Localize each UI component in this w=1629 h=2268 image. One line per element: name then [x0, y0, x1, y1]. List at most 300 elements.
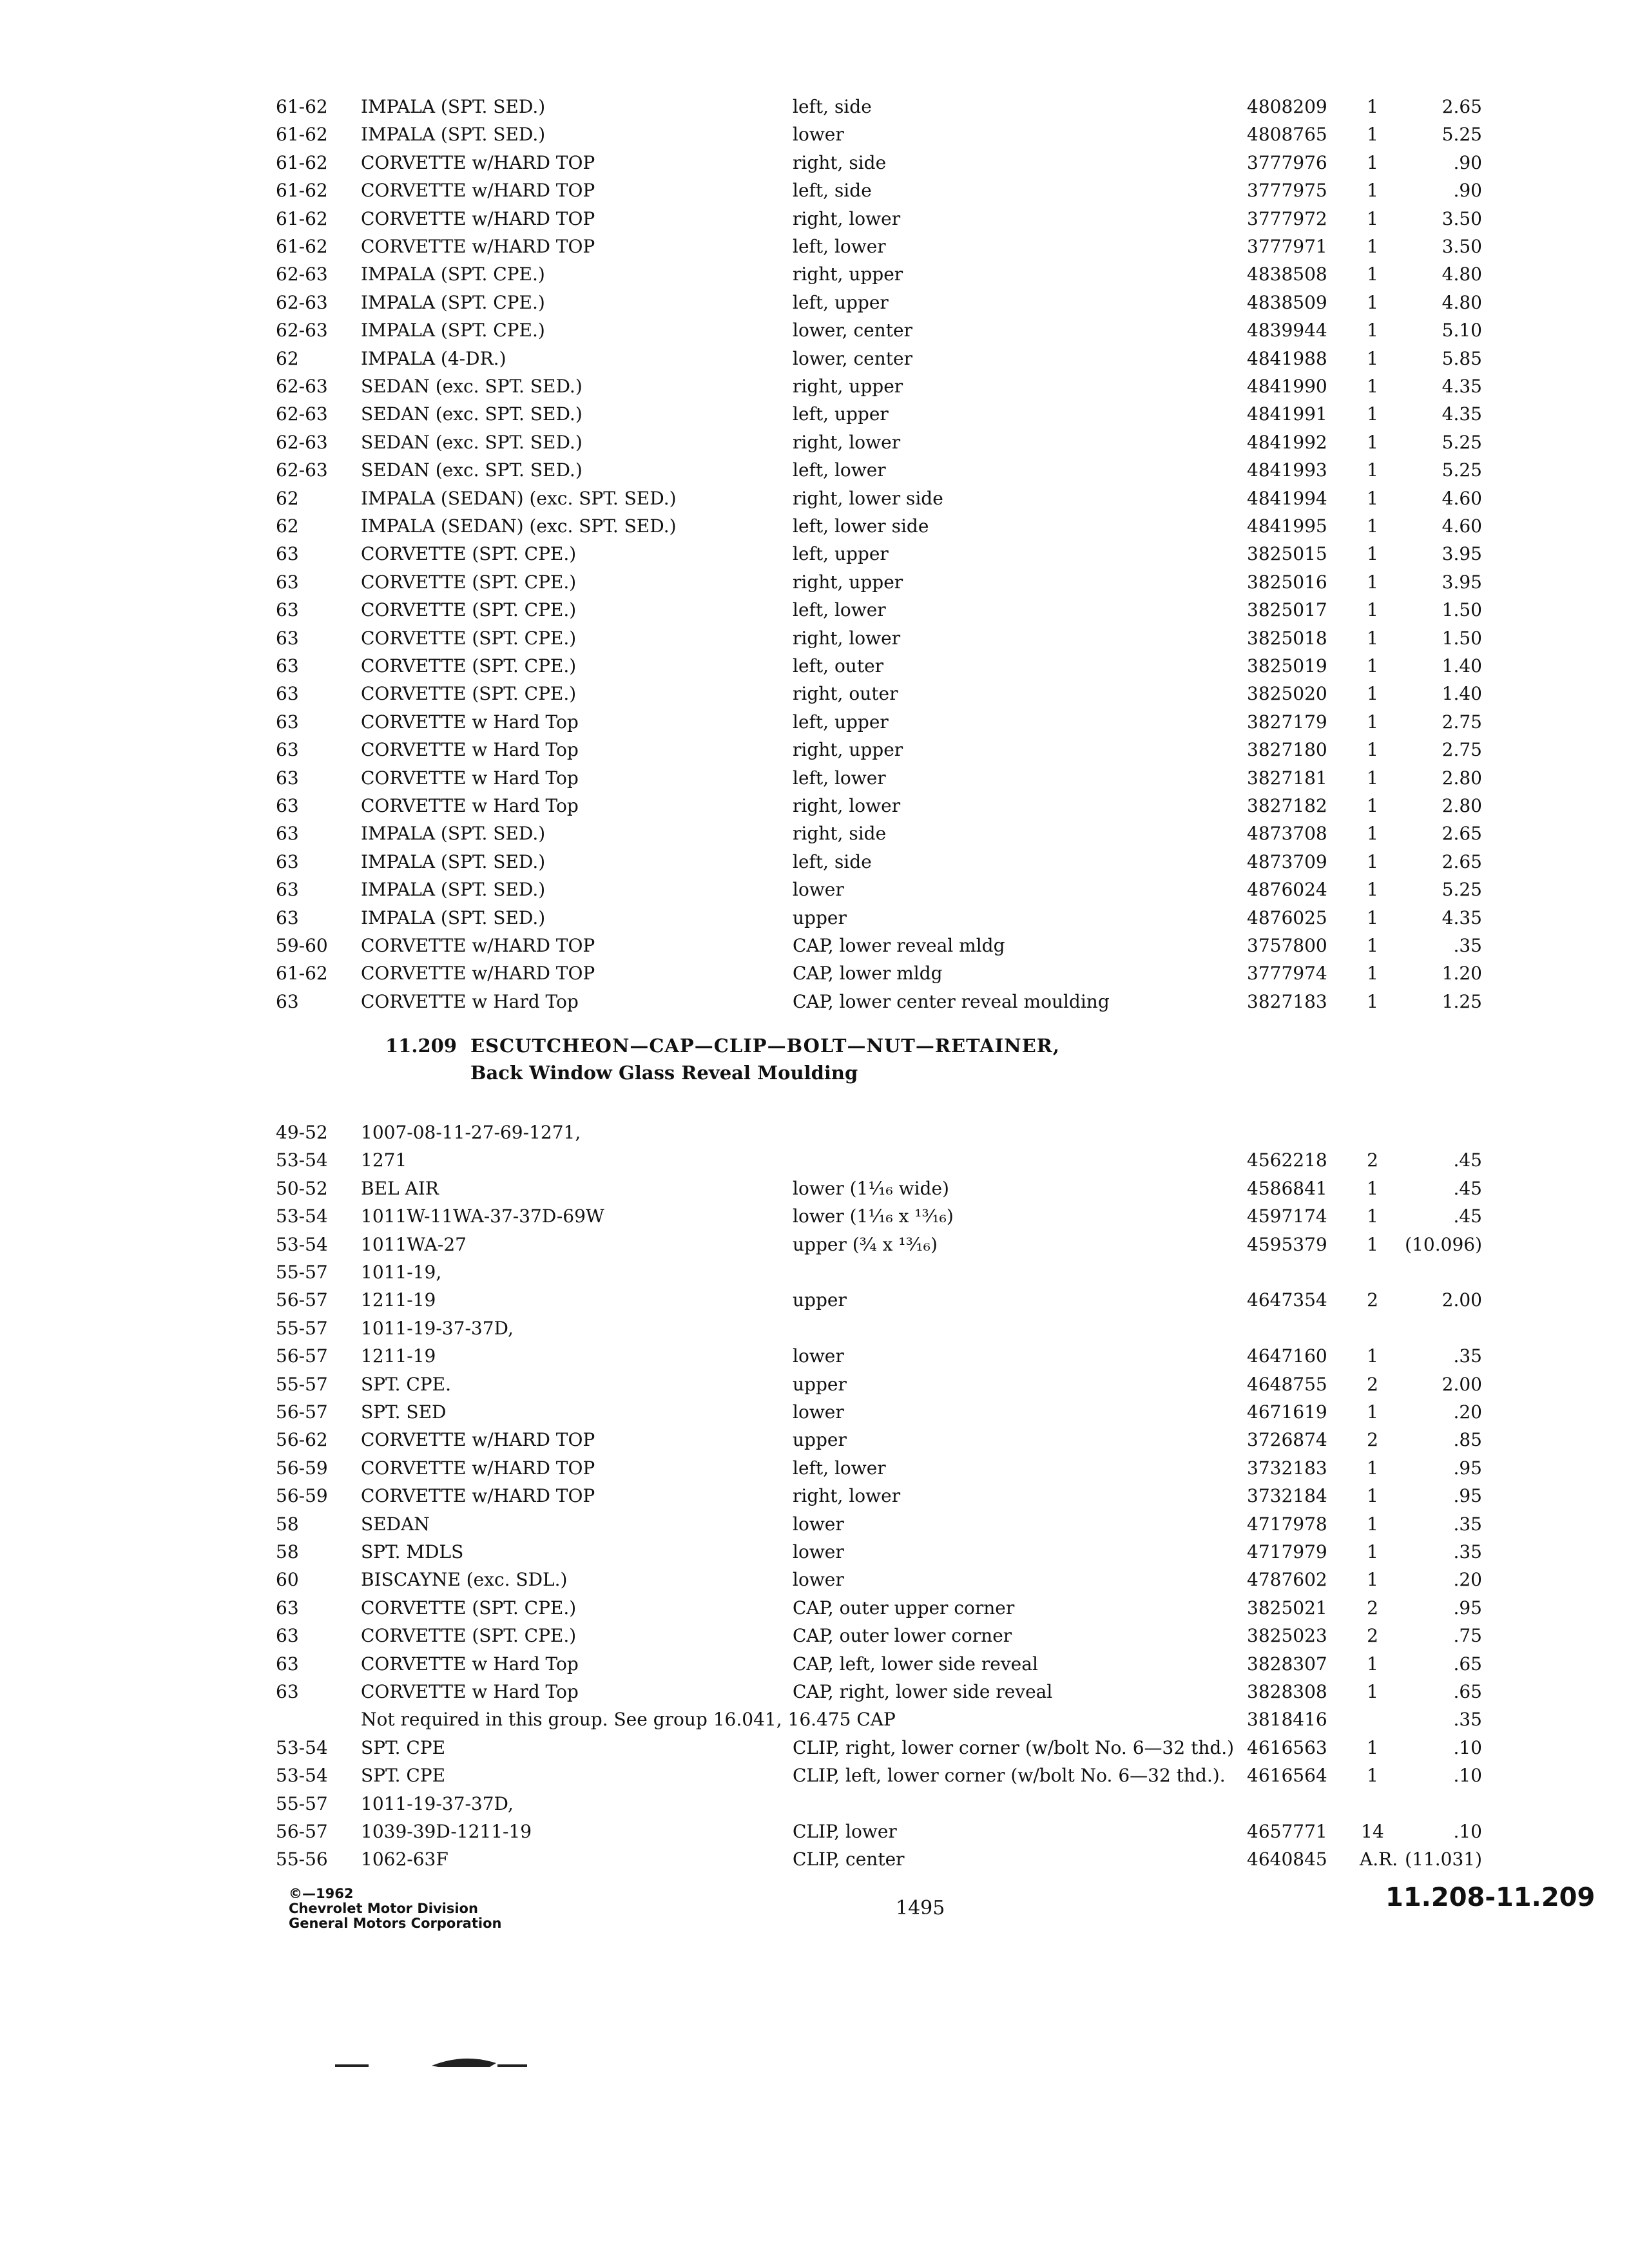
cell-year: 55-57: [276, 1262, 328, 1283]
cell-year: 61-62: [276, 236, 328, 257]
cell-year: 62-63: [276, 431, 328, 453]
cell-qty: 1: [1367, 767, 1378, 789]
table-row: [0, 374, 1629, 399]
table-row: [0, 541, 1629, 567]
table-row: [0, 1819, 1629, 1845]
cell-model: CORVETTE (SPT. CPE.): [361, 1597, 577, 1619]
cell-year: 63: [276, 627, 299, 649]
table-row: [0, 653, 1629, 679]
cell-year: 58: [276, 1513, 299, 1535]
cell-year: 55-57: [276, 1317, 328, 1339]
cell-price: .20: [1453, 1401, 1482, 1423]
cell-desc: right, upper: [793, 376, 903, 397]
cell-price: .95: [1453, 1597, 1482, 1619]
cell-qty: 1: [1367, 1765, 1378, 1787]
cell-desc: left, lower: [793, 599, 886, 621]
cell-model: CORVETTE w Hard Top: [361, 795, 579, 816]
cell-price: .95: [1453, 1485, 1482, 1507]
table-row: [0, 150, 1629, 176]
cell-price: (11.031): [1405, 1849, 1482, 1870]
cell-year: 61-62: [276, 96, 328, 117]
table-row: [0, 1372, 1629, 1398]
table-row: [0, 1512, 1629, 1537]
scan-smudge-mark: [335, 2049, 548, 2075]
cell-price: 5.25: [1441, 879, 1482, 901]
cell-model: CORVETTE (SPT. CPE.): [361, 599, 577, 621]
cell-qty: 1: [1367, 599, 1378, 621]
cell-desc: left, upper: [793, 543, 889, 565]
cell-part: 4838509: [1247, 291, 1327, 313]
cell-model: IMPALA (4-DR.): [361, 347, 506, 369]
cell-desc: left, lower: [793, 767, 886, 789]
cell-model: BEL AIR: [361, 1177, 439, 1199]
cell-qty: 1: [1367, 291, 1378, 313]
cell-desc: right, upper: [793, 739, 903, 761]
cell-price: 4.80: [1441, 291, 1482, 313]
table-row: [0, 681, 1629, 707]
cell-price: 2.75: [1441, 711, 1482, 733]
cell-part: 4839944: [1247, 320, 1327, 341]
cell-desc: upper: [793, 1429, 847, 1451]
cell-part: 4841991: [1247, 403, 1327, 425]
table-row: [0, 1791, 1629, 1817]
cell-qty: 1: [1367, 683, 1378, 705]
table-row: [0, 877, 1629, 903]
cell-model: CORVETTE w/HARD TOP: [361, 1457, 595, 1479]
cell-price: .35: [1453, 1345, 1482, 1367]
cell-price: .35: [1453, 1541, 1482, 1562]
cell-qty: 1: [1367, 1569, 1378, 1591]
cell-price: .85: [1453, 1429, 1482, 1451]
cell-model: SPT. CPE.: [361, 1373, 451, 1395]
cell-year: 62-63: [276, 459, 328, 481]
cell-model: CORVETTE w Hard Top: [361, 739, 579, 761]
cell-qty: 2: [1367, 1429, 1378, 1451]
cell-price: 2.75: [1441, 739, 1482, 761]
cell-price: .45: [1453, 1206, 1482, 1227]
cell-desc: lower: [793, 879, 844, 901]
cell-qty: 1: [1367, 963, 1378, 985]
cell-part: 4648755: [1247, 1373, 1327, 1395]
cell-model: SEDAN (exc. SPT. SED.): [361, 459, 583, 481]
table-row: [0, 905, 1629, 931]
cell-model: SPT. CPE: [361, 1736, 446, 1758]
cell-desc: CAP, outer upper corner: [793, 1597, 1015, 1619]
cell-price: 1.40: [1441, 683, 1482, 705]
cell-desc: lower, center: [793, 320, 912, 341]
table-row: [0, 290, 1629, 316]
cell-qty: 1: [1367, 795, 1378, 816]
cell-desc: left, side: [793, 180, 872, 202]
cell-qty: 1: [1367, 207, 1378, 229]
cell-year: 61-62: [276, 180, 328, 202]
cell-price: 2.65: [1441, 823, 1482, 845]
cell-part: 4616563: [1247, 1736, 1327, 1758]
cell-part: 4876024: [1247, 879, 1327, 901]
cell-desc: right, lower: [793, 627, 901, 649]
cell-desc: right, side: [793, 151, 887, 173]
table-row: [0, 1763, 1629, 1789]
cell-model: IMPALA (SPT. SED.): [361, 96, 546, 117]
table-row: [0, 1287, 1629, 1313]
cell-model: 1211-19: [361, 1345, 436, 1367]
cell-model: CORVETTE w/HARD TOP: [361, 963, 595, 985]
cell-qty: 1: [1367, 1513, 1378, 1535]
cell-part: 4841995: [1247, 515, 1327, 537]
cell-model: 1011W-11WA-37-37D-69W: [361, 1206, 604, 1227]
section-range: 11.208-11.209: [1385, 1883, 1595, 1912]
cell-price: 3.50: [1441, 236, 1482, 257]
table-row: [0, 1539, 1629, 1565]
cell-year: 53-54: [276, 1736, 328, 1758]
cell-part: 4841993: [1247, 459, 1327, 481]
table-row: [0, 849, 1629, 875]
cell-part: 3777972: [1247, 207, 1327, 229]
table-row: [0, 430, 1629, 456]
cell-part: 4640845: [1247, 1849, 1327, 1870]
cell-desc: right, upper: [793, 571, 903, 593]
cell-year: 50-52: [276, 1177, 328, 1199]
cell-price: .35: [1453, 1513, 1482, 1535]
cell-qty: 1: [1367, 907, 1378, 928]
cell-model: 1062-63F: [361, 1849, 448, 1870]
cell-year: 63: [276, 739, 299, 761]
cell-qty: 1: [1367, 376, 1378, 397]
cell-model: IMPALA (SPT. SED.): [361, 850, 546, 872]
cell-qty: 1: [1367, 1653, 1378, 1675]
cell-qty: 1: [1367, 431, 1378, 453]
table-row: [0, 457, 1629, 483]
cell-model: SEDAN (exc. SPT. SED.): [361, 376, 583, 397]
cell-model: BISCAYNE (exc. SDL.): [361, 1569, 568, 1591]
table-row: [0, 709, 1629, 735]
cell-year: 56-57: [276, 1345, 328, 1367]
cell-part: 4562218: [1247, 1149, 1327, 1171]
cell-model: IMPALA (SPT. SED.): [361, 124, 546, 146]
cell-qty: 2: [1367, 1625, 1378, 1647]
cell-qty: 1: [1367, 347, 1378, 369]
cell-desc: CLIP, left, lower corner (w/bolt No. 6—32 thd.).: [793, 1765, 1226, 1787]
cell-model: 1011-19,: [361, 1262, 442, 1283]
cell-year: 61-62: [276, 151, 328, 173]
cell-price: 3.95: [1441, 543, 1482, 565]
cell-year: 62-63: [276, 320, 328, 341]
cell-model: 1007-08-11-27-69-1271,: [361, 1122, 581, 1143]
table-row: [0, 178, 1629, 204]
table-row: [0, 318, 1629, 343]
cell-qty: 1: [1367, 850, 1378, 872]
cell-part: 3726874: [1247, 1429, 1327, 1451]
cell-qty: 2: [1367, 1373, 1378, 1395]
cell-part: 3828308: [1247, 1681, 1327, 1702]
cell-part: 4873709: [1247, 850, 1327, 872]
cell-part: 3827181: [1247, 767, 1327, 789]
cell-model: IMPALA (SPT. SED.): [361, 879, 546, 901]
cell-desc: right, lower: [793, 431, 901, 453]
cell-qty: 1: [1367, 990, 1378, 1012]
cell-price: 5.25: [1441, 459, 1482, 481]
cell-model: CORVETTE (SPT. CPE.): [361, 683, 577, 705]
cell-desc: left, lower: [793, 236, 886, 257]
table-row: [0, 1567, 1629, 1593]
cell-year: 62-63: [276, 376, 328, 397]
cell-part: 4595379: [1247, 1233, 1327, 1255]
table-row: [0, 1456, 1629, 1481]
cell-qty: 1: [1367, 1206, 1378, 1227]
cell-year: 62-63: [276, 403, 328, 425]
cell-year: 63: [276, 571, 299, 593]
cell-model: CORVETTE (SPT. CPE.): [361, 543, 577, 565]
cell-model: SEDAN (exc. SPT. SED.): [361, 403, 583, 425]
cell-part: 4808765: [1247, 124, 1327, 146]
cell-desc: left, side: [793, 96, 872, 117]
cell-part: 3825017: [1247, 599, 1327, 621]
cell-model: 1039-39D-1211-19: [361, 1821, 532, 1842]
cell-qty: 1: [1367, 1736, 1378, 1758]
cell-part: 4586841: [1247, 1177, 1327, 1199]
cell-year: 55-56: [276, 1849, 328, 1870]
cell-qty: 1: [1367, 1345, 1378, 1367]
cell-part: 4671619: [1247, 1401, 1327, 1423]
cell-part: 3777971: [1247, 236, 1327, 257]
section-title: ESCUTCHEON—CAP—CLIP—BOLT—NUT—RETAINER,: [470, 1035, 1060, 1057]
cell-price: 5.25: [1441, 124, 1482, 146]
cell-part: 3732183: [1247, 1457, 1327, 1479]
cell-year: 56-59: [276, 1485, 328, 1507]
table-row: [0, 234, 1629, 260]
cell-desc: CAP, lower reveal mldg: [793, 935, 1005, 956]
cell-qty: 1: [1367, 487, 1378, 509]
cell-desc: CLIP, lower: [793, 1821, 897, 1842]
cell-year: 63: [276, 599, 299, 621]
table-row: [0, 961, 1629, 986]
table-row: [0, 1847, 1629, 1872]
cell-desc: lower, center: [793, 347, 912, 369]
cell-desc: upper: [793, 907, 847, 928]
table-row: [0, 570, 1629, 595]
cell-price: .65: [1453, 1653, 1482, 1675]
table-row: [0, 1651, 1629, 1677]
cell-year: 61-62: [276, 207, 328, 229]
cell-part: 3825019: [1247, 655, 1327, 677]
cell-qty: 1: [1367, 1541, 1378, 1562]
cell-desc: left, upper: [793, 711, 889, 733]
table-row: [0, 486, 1629, 512]
cell-part: 3757800: [1247, 935, 1327, 956]
cell-desc: CAP, lower mldg: [793, 963, 943, 985]
cell-year: 63: [276, 1597, 299, 1619]
cell-desc: right, lower: [793, 1485, 901, 1507]
cell-year: 60: [276, 1569, 299, 1591]
cell-model: CORVETTE (SPT. CPE.): [361, 571, 577, 593]
table-row: [0, 1707, 1629, 1733]
cell-price: .10: [1453, 1736, 1482, 1758]
cell-model: SPT. MDLS: [361, 1541, 464, 1562]
cell-year: 63: [276, 683, 299, 705]
table-row: [0, 626, 1629, 651]
table-row: [0, 94, 1629, 120]
cell-year: 56-57: [276, 1289, 328, 1311]
cell-qty: 14: [1361, 1821, 1384, 1842]
cell-year: 56-57: [276, 1401, 328, 1423]
table-row: [0, 821, 1629, 847]
cell-desc: CAP, right, lower side reveal: [793, 1681, 1053, 1702]
table-row: [0, 262, 1629, 287]
cell-qty: 1: [1367, 1233, 1378, 1255]
cell-year: 63: [276, 655, 299, 677]
cell-part: 4597174: [1247, 1206, 1327, 1227]
table-row: [0, 206, 1629, 232]
cell-part: 4876025: [1247, 907, 1327, 928]
cell-model: IMPALA (SPT. SED.): [361, 823, 546, 845]
cell-qty: 1: [1367, 1401, 1378, 1423]
cell-qty: 1: [1367, 264, 1378, 285]
cell-price: 4.60: [1441, 487, 1482, 509]
table-row: [0, 1120, 1629, 1146]
table-row: [0, 1343, 1629, 1369]
cell-price: 3.50: [1441, 207, 1482, 229]
cell-desc: lower: [793, 124, 844, 146]
cell-price: .95: [1453, 1457, 1482, 1479]
cell-part: 3825016: [1247, 571, 1327, 593]
cell-year: 62-63: [276, 264, 328, 285]
cell-price: .10: [1453, 1821, 1482, 1842]
table-row: [0, 1260, 1629, 1285]
cell-model: CORVETTE w Hard Top: [361, 1653, 579, 1675]
cell-qty: 1: [1367, 151, 1378, 173]
cell-desc: left, lower side: [793, 515, 929, 537]
cell-desc: left, side: [793, 850, 872, 872]
cell-model: CORVETTE w/HARD TOP: [361, 180, 595, 202]
cell-price: 2.00: [1441, 1373, 1482, 1395]
cell-qty: A.R.: [1360, 1849, 1398, 1870]
cell-price: .10: [1453, 1765, 1482, 1787]
cell-price: 1.20: [1441, 963, 1482, 985]
cell-price: 4.80: [1441, 264, 1482, 285]
cell-part: 4657771: [1247, 1821, 1327, 1842]
copyright-block: [289, 1887, 501, 1931]
table-row: [0, 122, 1629, 148]
table-row: [0, 1679, 1629, 1705]
cell-model: CORVETTE w/HARD TOP: [361, 151, 595, 173]
cell-qty: 1: [1367, 655, 1378, 677]
cell-part: 3827179: [1247, 711, 1327, 733]
cell-price: 1.40: [1441, 655, 1482, 677]
cell-qty: 1: [1367, 96, 1378, 117]
table-row: [0, 1204, 1629, 1229]
cell-model: IMPALA (SPT. CPE.): [361, 291, 545, 313]
table-row: [0, 401, 1629, 427]
cell-model: 1211-19: [361, 1289, 436, 1311]
cell-price: 4.35: [1441, 403, 1482, 425]
cell-price: .90: [1453, 180, 1482, 202]
cell-model: CORVETTE w Hard Top: [361, 1681, 579, 1702]
cell-part: 3777975: [1247, 180, 1327, 202]
cell-part: 3828307: [1247, 1653, 1327, 1675]
cell-model: CORVETTE w Hard Top: [361, 990, 579, 1012]
cell-price: 2.65: [1441, 96, 1482, 117]
cell-part: 4787602: [1247, 1569, 1327, 1591]
cell-year: 59-60: [276, 935, 328, 956]
cell-price: (10.096): [1405, 1233, 1482, 1255]
cell-year: 63: [276, 823, 299, 845]
cell-year: 53-54: [276, 1765, 328, 1787]
cell-part: 4838508: [1247, 264, 1327, 285]
cell-part: 3825015: [1247, 543, 1327, 565]
cell-model: CORVETTE (SPT. CPE.): [361, 1625, 577, 1647]
cell-price: 1.50: [1441, 599, 1482, 621]
cell-year: 62-63: [276, 291, 328, 313]
cell-desc: lower: [793, 1513, 844, 1535]
page-number: 1495: [896, 1897, 945, 1919]
cell-model: IMPALA (SEDAN) (exc. SPT. SED.): [361, 487, 677, 509]
cell-year: 63: [276, 543, 299, 565]
cell-year: 63: [276, 879, 299, 901]
cell-part: 4717978: [1247, 1513, 1327, 1535]
cell-part: 4841988: [1247, 347, 1327, 369]
cell-model: SPT. CPE: [361, 1765, 446, 1787]
cell-desc: lower (1¹⁄₁₆ x ¹³⁄₁₆): [793, 1206, 954, 1227]
cell-year: 61-62: [276, 124, 328, 146]
cell-model: CORVETTE w/HARD TOP: [361, 935, 595, 956]
cell-qty: 1: [1367, 459, 1378, 481]
cell-model: CORVETTE w Hard Top: [361, 711, 579, 733]
section-subtitle: Back Window Glass Reveal Moulding: [470, 1062, 858, 1084]
cell-qty: 1: [1367, 739, 1378, 761]
cell-year: 61-62: [276, 963, 328, 985]
cell-qty: 2: [1367, 1289, 1378, 1311]
cell-year: 62: [276, 515, 299, 537]
cell-price: 2.00: [1441, 1289, 1482, 1311]
cell-year: 49-52: [276, 1122, 328, 1143]
cell-model: SPT. SED: [361, 1401, 447, 1423]
cell-part: 4647354: [1247, 1289, 1327, 1311]
cell-desc: CLIP, right, lower corner (w/bolt No. 6—32 thd.): [793, 1736, 1235, 1758]
table-row: [0, 793, 1629, 819]
cell-desc: left, outer: [793, 655, 884, 677]
cell-model: SEDAN (exc. SPT. SED.): [361, 431, 583, 453]
cell-desc: upper (³⁄₄ x ¹³⁄₁₆): [793, 1233, 938, 1255]
cell-desc: upper: [793, 1289, 847, 1311]
cell-year: 58: [276, 1541, 299, 1562]
cell-year: 63: [276, 767, 299, 789]
cell-part: 3732184: [1247, 1485, 1327, 1507]
cell-year: 62: [276, 487, 299, 509]
cell-desc: right, lower: [793, 207, 901, 229]
cell-price: 1.25: [1441, 990, 1482, 1012]
cell-year: 56-57: [276, 1821, 328, 1842]
cell-part: 4616564: [1247, 1765, 1327, 1787]
cell-price: 2.65: [1441, 850, 1482, 872]
cell-qty: 1: [1367, 1485, 1378, 1507]
table-row: [0, 597, 1629, 623]
cell-year: 53-54: [276, 1206, 328, 1227]
table-row: [0, 1735, 1629, 1761]
cell-desc: lower: [793, 1401, 844, 1423]
cell-desc: CLIP, center: [793, 1849, 905, 1870]
cell-desc: CAP, outer lower corner: [793, 1625, 1012, 1647]
cell-year: 62: [276, 347, 299, 369]
cell-price: .75: [1453, 1625, 1482, 1647]
table-row: [0, 737, 1629, 763]
cell-qty: 1: [1367, 571, 1378, 593]
table-row: [0, 514, 1629, 539]
cell-model: CORVETTE w/HARD TOP: [361, 207, 595, 229]
cell-price: 4.35: [1441, 907, 1482, 928]
cell-model: 1011-19-37-37D,: [361, 1792, 514, 1814]
cell-desc: left, upper: [793, 403, 889, 425]
cell-qty: 1: [1367, 823, 1378, 845]
